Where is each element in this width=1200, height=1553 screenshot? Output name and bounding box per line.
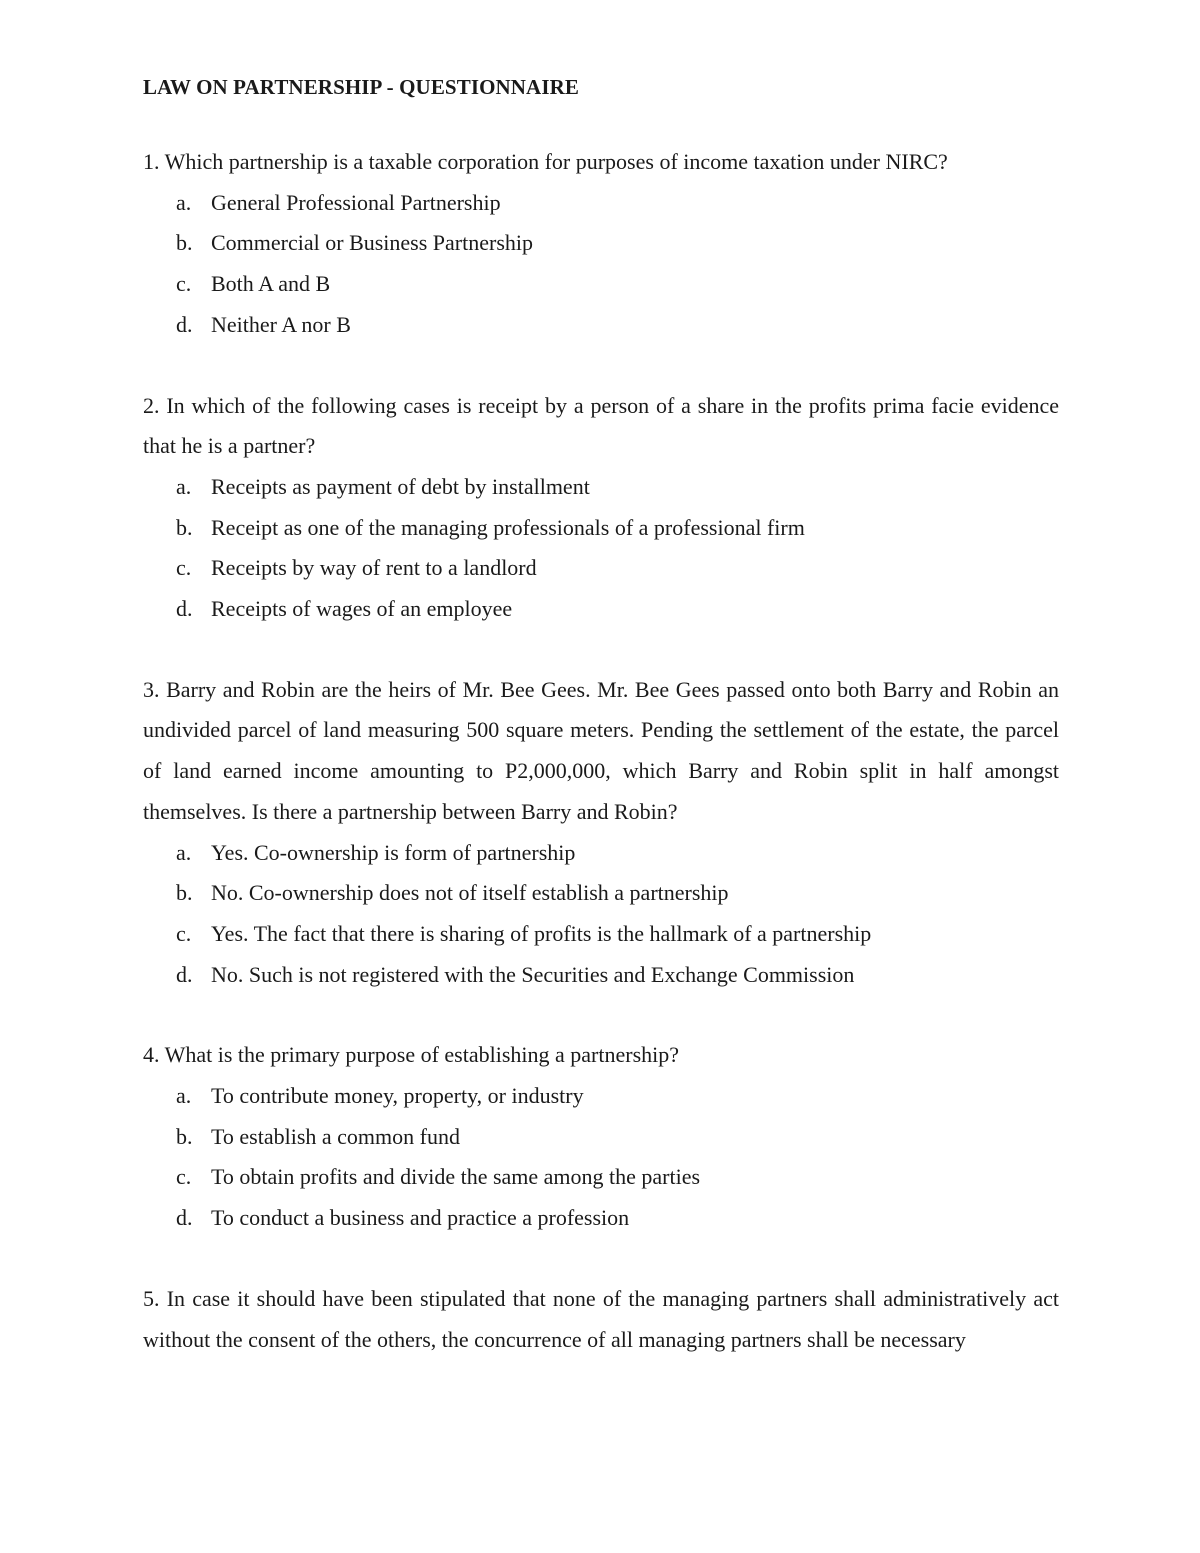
question-2 <box>143 386 1059 630</box>
option-letter: c. <box>176 920 192 946</box>
document-title: LAW ON PARTNERSHIP - QUESTIONNAIRE <box>143 75 579 99</box>
option-item <box>143 264 1059 305</box>
option-letter: b. <box>176 1123 193 1149</box>
option-list <box>143 1076 1059 1239</box>
option-text: No. Co-ownership does not of itself establish a partnership <box>211 880 729 906</box>
option-text: Receipts as payment of debt by installment <box>211 473 590 499</box>
option-item <box>143 1076 1059 1117</box>
option-item <box>143 589 1059 630</box>
option-letter: c. <box>176 555 192 581</box>
question-text: 5. In case it should have been stipulated that none of the managing partners shall administratively act without the consent of the others, the concurrence of all managing partners shall be necessary <box>143 1285 1059 1352</box>
option-letter: d. <box>176 596 193 622</box>
question-text: 4. What is the primary purpose of establishing a partnership? <box>143 1042 680 1068</box>
question-text: 2. In which of the following cases is receipt by a person of a share in the profits prima facie evidence that he is a partner? <box>143 392 1059 459</box>
option-text: To contribute money, property, or industry <box>211 1083 584 1109</box>
option-list <box>143 833 1059 996</box>
option-text: No. Such is not registered with the Securities and Exchange Commission <box>211 961 855 987</box>
option-text: Both A and B <box>211 271 331 297</box>
option-letter: a. <box>176 839 192 865</box>
option-text: Yes. Co-ownership is form of partnership <box>211 839 576 865</box>
question-text: 1. Which partnership is a taxable corporation for purposes of income taxation under NIRC? <box>143 149 948 174</box>
option-item <box>143 1157 1059 1198</box>
option-letter: d. <box>176 311 193 337</box>
option-letter: d. <box>176 961 193 987</box>
document-page <box>143 70 1059 1400</box>
option-item <box>143 183 1059 224</box>
option-item <box>143 223 1059 264</box>
option-text: To obtain profits and divide the same among the parties <box>211 1164 701 1190</box>
option-item <box>143 467 1059 508</box>
option-letter: b. <box>176 880 193 906</box>
question-5 <box>143 1279 1059 1360</box>
option-letter: a. <box>176 473 192 499</box>
option-text: General Professional Partnership <box>211 189 501 215</box>
question-4 <box>143 1035 1059 1239</box>
option-item <box>143 1198 1059 1239</box>
question-1 <box>143 142 1059 346</box>
option-text: To conduct a business and practice a profession <box>211 1205 630 1231</box>
option-letter: a. <box>176 1083 192 1109</box>
option-letter: b. <box>176 514 193 540</box>
option-letter: c. <box>176 1164 192 1190</box>
option-item <box>143 305 1059 346</box>
option-text: Yes. The fact that there is sharing of profits is the hallmark of a partnership <box>211 920 872 946</box>
question-3 <box>143 670 1059 996</box>
option-letter: c. <box>176 271 192 297</box>
option-text: Receipts by way of rent to a landlord <box>211 555 537 581</box>
option-text: Receipt as one of the managing professionals of a professional firm <box>211 514 805 540</box>
option-text: Neither A nor B <box>211 311 351 337</box>
option-list <box>143 467 1059 630</box>
option-item <box>143 548 1059 589</box>
option-item <box>143 1117 1059 1158</box>
option-text: Commercial or Business Partnership <box>211 230 534 256</box>
option-item <box>143 955 1059 996</box>
option-item <box>143 508 1059 549</box>
option-letter: b. <box>176 230 193 256</box>
option-text: Receipts of wages of an employee <box>211 596 513 622</box>
option-letter: a. <box>176 189 192 215</box>
option-item <box>143 914 1059 955</box>
option-item <box>143 873 1059 914</box>
option-letter: d. <box>176 1205 193 1231</box>
option-item <box>143 833 1059 874</box>
question-text: 3. Barry and Robin are the heirs of Mr. Bee Gees. Mr. Bee Gees passed onto both Barry and Robin an undivided parcel of land measuring 500 square meters. Pending the settlement of the estate, the parcel of land earned income amounting to P2,000,000, which Barry and Robin split in half amongst themselves. Is there a partnership between Barry and Robin? <box>143 676 1059 824</box>
option-list <box>143 183 1059 346</box>
option-text: To establish a common fund <box>211 1123 460 1149</box>
